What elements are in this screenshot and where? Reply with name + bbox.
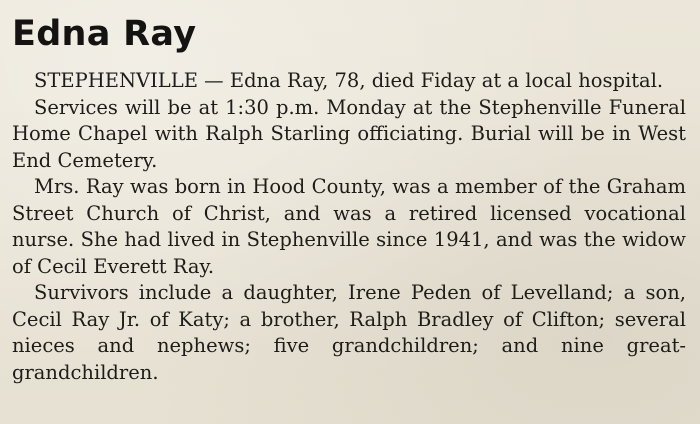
paragraph-survivors: Survivors include a daughter, Irene Peden of Levelland; a son, Cecil Ray Jr. of Katy; a brother, Ralph Bradley of Clifton; several nieces and nephews; five grandchildren; and nine great-grandchildren.: [12, 281, 686, 384]
paragraph-biography: Mrs. Ray was born in Hood County, was a member of the Graham Street Church of Christ, and was a retired licensed vocational nurse. She had lived in Stephenville since 1941, and was the widow of Cecil Everett Ray.: [12, 175, 686, 278]
obituary-body: [12, 68, 686, 386]
paragraph-services: Services will be at 1:30 p.m. Monday at the Stephenville Funeral Home Chapel with Ralph Starling officiating. Burial will be in West End Cemetery.: [12, 95, 686, 172]
obituary-headline: Edna Ray: [12, 14, 197, 54]
paragraph-death-notice: STEPHENVILLE — Edna Ray, 78, died Fiday at a local hospital.: [34, 69, 664, 92]
